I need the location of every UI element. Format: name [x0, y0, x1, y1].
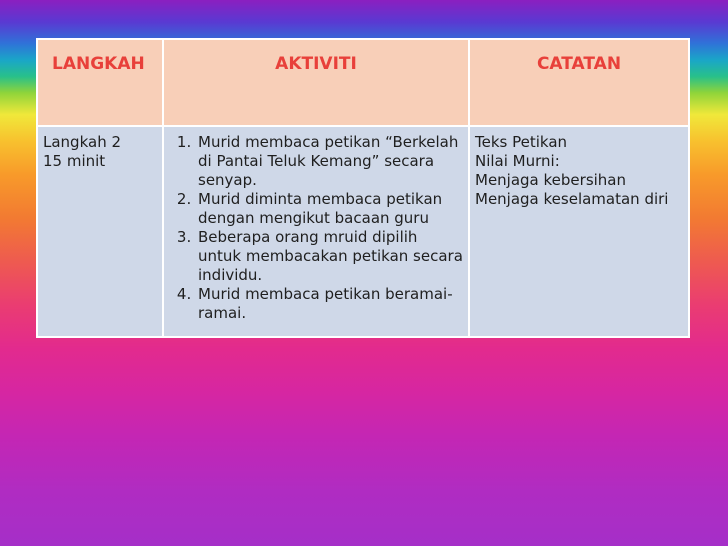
cell-aktiviti [163, 126, 469, 337]
catatan-line: Nilai Murni: [475, 152, 560, 170]
activity-list [169, 133, 464, 323]
catatan-line: Menjaga kebersihan [475, 171, 627, 189]
catatan-line: Teks Petikan [475, 133, 568, 151]
langkah-duration: 15 minit [43, 152, 106, 170]
activity-item: 4. Murid membaca petikan beramai-ramai. [196, 285, 464, 323]
table-header-row [37, 39, 689, 126]
langkah-step: Langkah 2 [43, 133, 122, 151]
header-catatan: CATATAN [469, 39, 689, 126]
header-langkah: LANGKAH [37, 39, 163, 126]
activity-item: 1. Murid membaca petikan “Berkelah di Pantai Teluk Kemang” secara senyap. [196, 133, 464, 190]
lesson-plan-table [36, 38, 690, 338]
activity-item: 3. Beberapa orang mruid dipilih untuk membacakan petikan secara individu. [196, 228, 464, 285]
cell-catatan [469, 126, 689, 337]
header-aktiviti: AKTIVITI [163, 39, 469, 126]
catatan-line: Menjaga keselamatan diri [475, 190, 669, 208]
cell-langkah [37, 126, 163, 337]
table-row [37, 126, 689, 337]
lesson-table-container [36, 38, 690, 338]
activity-item: 2. Murid diminta membaca petikan dengan mengikut bacaan guru [196, 190, 464, 228]
